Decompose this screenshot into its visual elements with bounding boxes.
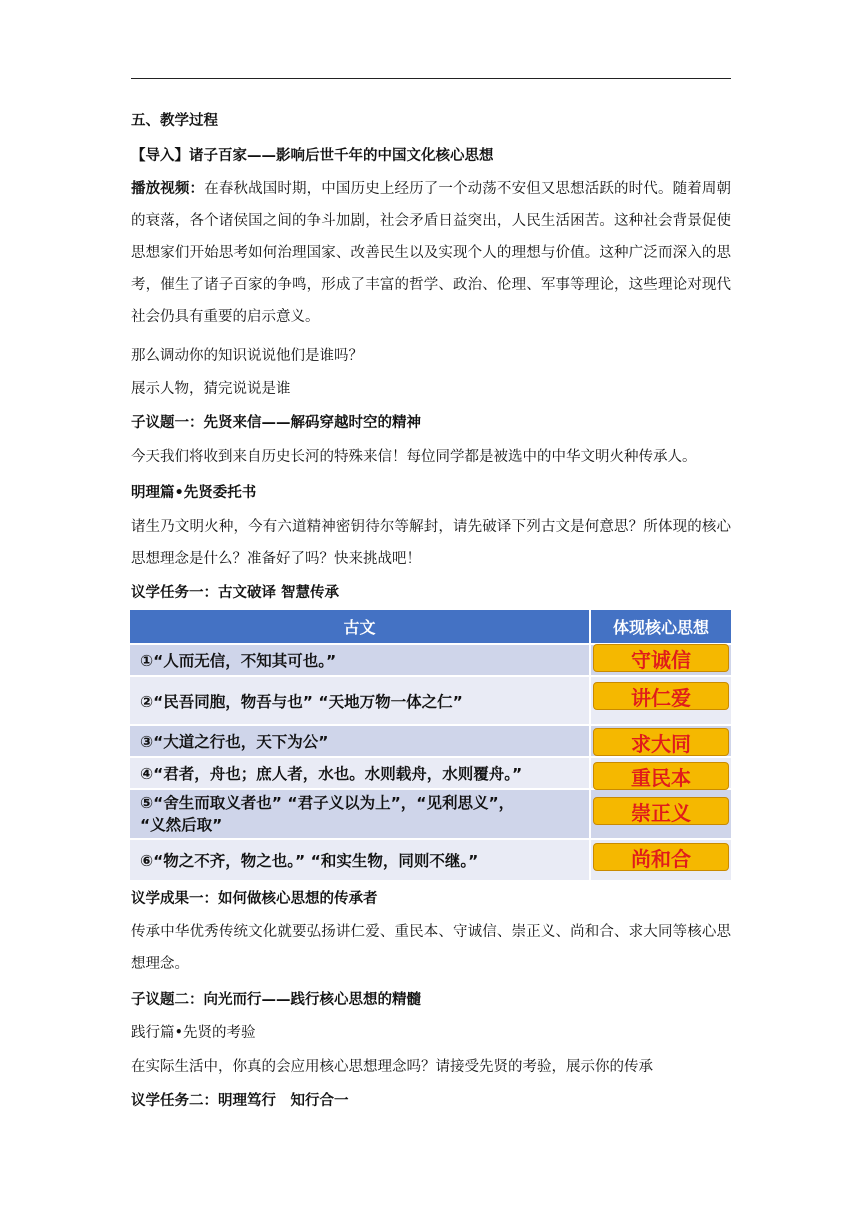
video-paragraph — [131, 173, 731, 333]
show-people-line: 展示人物，猜完说说是谁 — [131, 381, 291, 397]
core-idea-badge: 求大同 — [593, 728, 729, 756]
core-ideas-table — [130, 610, 731, 880]
section-one-title: 明理篇•先贤委托书 — [131, 485, 257, 501]
row-text: ②“民吾同胞，物吾与也” “天地万物一体之仁” — [140, 692, 463, 711]
table-row — [130, 726, 589, 756]
table-row — [130, 758, 589, 788]
letter-text: 今天我们将收到来自历史长河的特殊来信！每位同学都是被选中的中华文明火种传承人。 — [131, 449, 697, 465]
core-idea-badge: 崇正义 — [593, 797, 729, 825]
table-header-ancient-text: 古文 — [130, 610, 589, 643]
challenge-text: 诸生乃文明火种，今有六道精神密钥待尔等解封，请先破译下列古文是何意思？所体现的核心思想理念是什么？准备好了吗？快来挑战吧！ — [131, 519, 731, 567]
core-idea-badge: 重民本 — [593, 762, 729, 790]
subtopic-one: 子议题一：先贤来信——解码穿越时空的精神 — [131, 415, 421, 431]
table-row — [130, 645, 589, 675]
task-one-title: 议学任务一：古文破译 智慧传承 — [131, 585, 340, 601]
core-idea-badge: 守诚信 — [593, 644, 729, 672]
row-text: ④“君者，舟也；庶人者，水也。水则载舟，水则覆舟。” — [140, 765, 523, 783]
task-two-title: 议学任务二：明理笃行 知行合一 — [131, 1093, 349, 1109]
table-row — [130, 840, 589, 880]
result-one-text: 传承中华优秀传统文化就要弘扬讲仁爱、重民本、守诚信、崇正义、尚和合、求大同等核心思想理念。 — [131, 924, 731, 972]
row-text: ⑥“物之不齐，物之也。” “和实生物，同则不继。” — [140, 852, 479, 870]
question-line: 那么调动你的知识说说他们是谁吗？ — [131, 348, 363, 364]
result-one-title: 议学成果一：如何做核心思想的传承者 — [131, 891, 378, 907]
section-heading: 五、教学过程 — [131, 113, 218, 129]
table-header-core-idea: 体现核心思想 — [591, 610, 731, 643]
table-row — [130, 790, 589, 838]
section-two-title: 践行篇•先贤的考验 — [131, 1025, 256, 1041]
row-text-continued: “义然后取” — [140, 816, 223, 834]
subtopic-two: 子议题二：向光而行——践行核心思想的精髓 — [131, 992, 421, 1008]
video-text: 在春秋战国时期，中国历史上经历了一个动荡不安但又思想活跃的时代。随着周朝的衰落，各个诸侯国之间的争斗加剧，社会矛盾日益突出，人民生活困苦。这种社会背景促使思想家们开始思考如何治理国家、改善民生以及实现个人的理想与价值。这种广泛而深入的思考，催生了诸子百家的争鸣，形成了丰富的哲学、政治、伦理、军事等理论，这些理论对现代社会仍具有重要的启示意义。 — [131, 181, 731, 325]
intro-line: 【导入】诸子百家——影响后世千年的中国文化核心思想 — [131, 148, 494, 164]
row-text: ③“大道之行也，天下为公” — [140, 733, 329, 751]
row-text: ⑤“舍生而取义者也” “君子义以为上”，“见利思义”， — [140, 794, 515, 812]
core-idea-badge: 讲仁爱 — [593, 682, 729, 710]
core-idea-badge: 尚和合 — [593, 843, 729, 871]
table-row — [130, 677, 589, 724]
video-label: 播放视频： — [131, 181, 205, 197]
row-text: ①“人而无信，不知其可也。” — [140, 652, 337, 670]
header-rule — [131, 78, 731, 79]
practice-text: 在实际生活中，你真的会应用核心思想理念吗？请接受先贤的考验，展示你的传承 — [131, 1059, 653, 1075]
